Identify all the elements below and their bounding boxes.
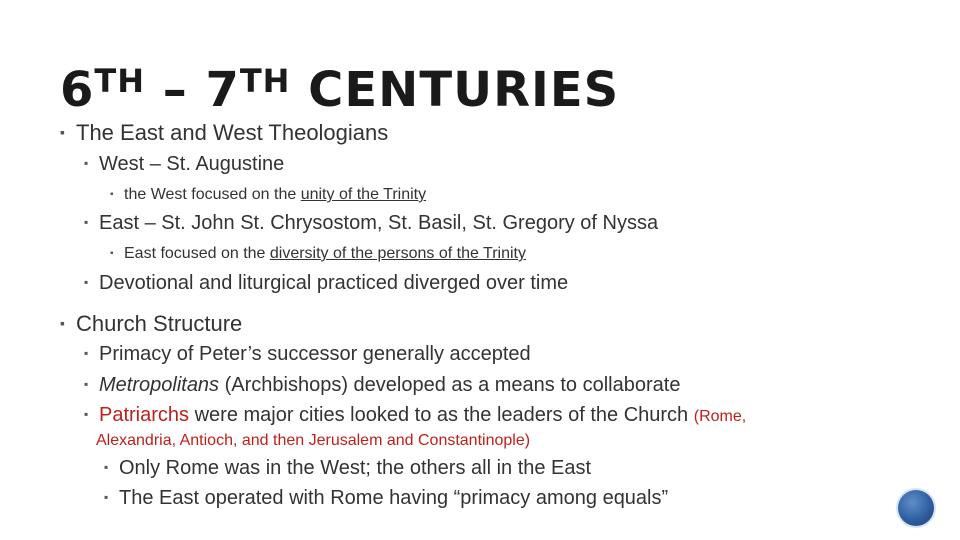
slide-title: 6TH – 7TH CENTURIES	[60, 62, 620, 118]
diversity-emphasis: diversity of the persons of the Trinity	[269, 245, 526, 262]
bullet-icon: ▪	[60, 124, 65, 140]
bullet-patriarchs: ▪ Patriarchs were major cities looked to as the leaders of the Church (Rome,	[84, 404, 747, 426]
bullet-icon: ▪	[84, 275, 89, 289]
globe-icon	[898, 490, 934, 526]
bullet-devotional: ▪ Devotional and liturgical practiced diverged over time	[84, 272, 569, 294]
bullet-icon: ▪	[84, 156, 89, 170]
bullet-west: ▪ West – St. Augustine	[84, 153, 285, 175]
bullet-primacy-among-equals: ▪ The East operated with Rome having “primacy among equals”	[104, 487, 669, 509]
bullet-west-detail: ▪ the West focused on the unity of the Trinity	[110, 186, 427, 203]
bullet-east-west-theologians: ▪ The East and West Theologians	[60, 120, 389, 145]
patriarch-cities-continued: Alexandria, Antioch, and then Jerusalem and Constantinople)	[96, 432, 531, 449]
bullet-east-detail: ▪ East focused on the diversity of the persons of the Trinity	[110, 245, 526, 262]
bullet-icon: ▪	[110, 248, 114, 259]
patriarchs-term: Patriarchs	[99, 404, 190, 426]
bullet-icon: ▪	[60, 315, 65, 331]
metropolitans-term: Metropolitans	[99, 374, 220, 396]
bullet-icon: ▪	[104, 460, 109, 474]
bullet-metropolitans: ▪ Metropolitans (Archbishops) developed as a means to collaborate	[84, 374, 681, 396]
bullet-icon: ▪	[104, 490, 109, 504]
bullet-primacy: ▪ Primacy of Peter’s successor generally accepted	[84, 343, 531, 365]
bullet-icon: ▪	[84, 407, 89, 421]
bullet-icon: ▪	[84, 377, 89, 391]
patriarch-cities-start: (Rome,	[693, 408, 747, 425]
bullet-church-structure: ▪ Church Structure	[60, 311, 243, 336]
unity-emphasis: unity of the Trinity	[300, 186, 427, 203]
bullet-east: ▪ East – St. John St. Chrysostom, St. Basil, St. Gregory of Nyssa	[84, 212, 659, 234]
bullet-icon: ▪	[84, 215, 89, 229]
bullet-icon: ▪	[84, 346, 89, 360]
bullet-icon: ▪	[110, 189, 114, 200]
bullet-rome-west: ▪ Only Rome was in the West; the others all in the East	[104, 457, 592, 479]
